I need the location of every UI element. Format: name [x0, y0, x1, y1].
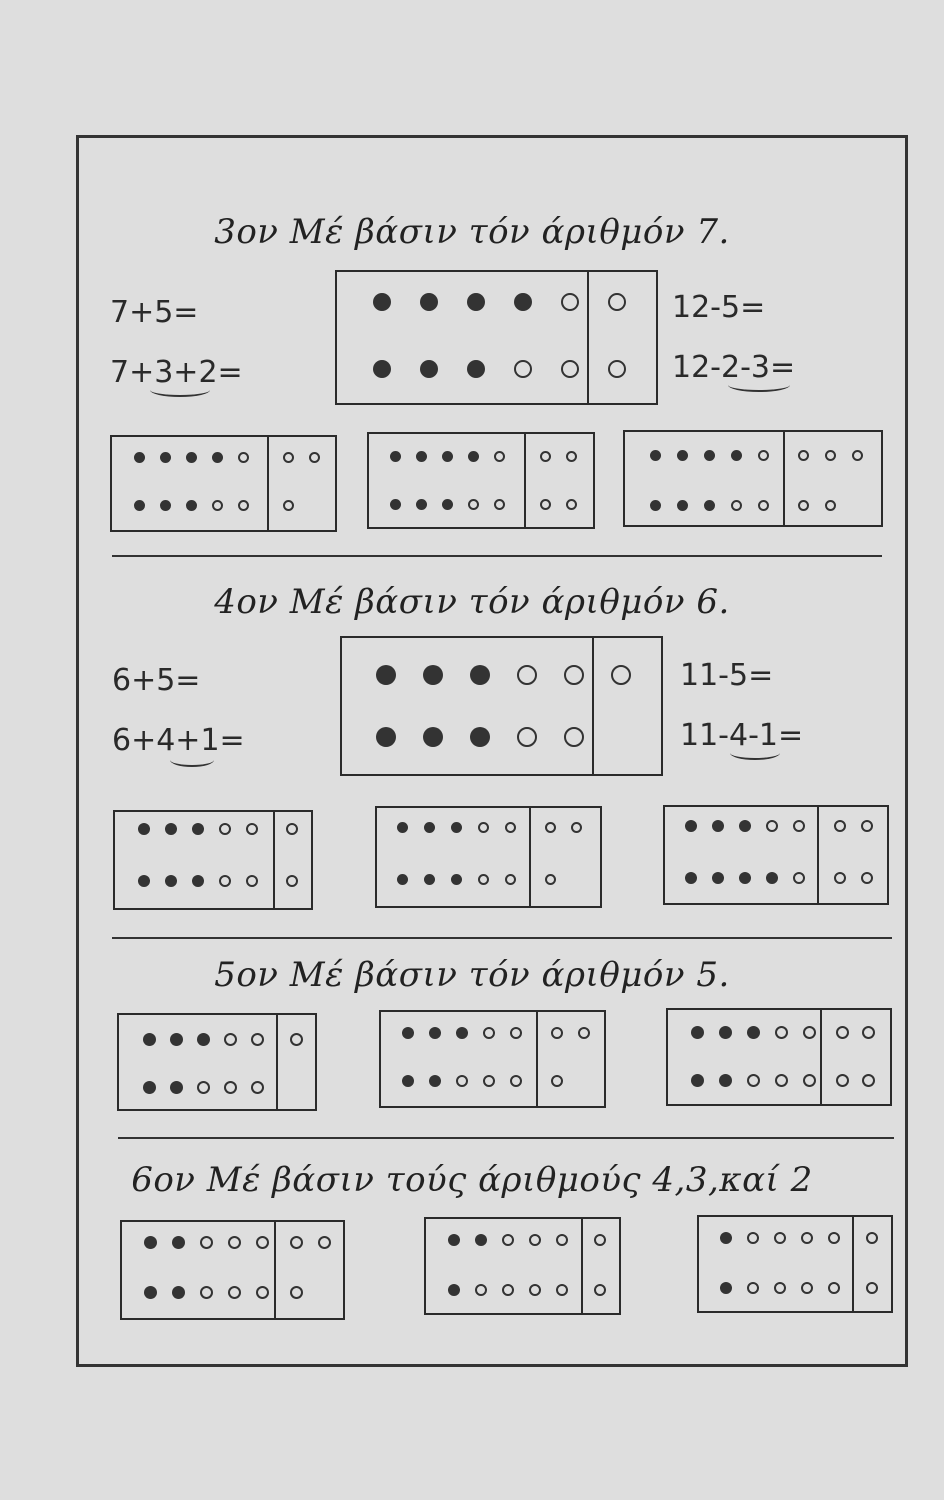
empty-dot [866, 1282, 878, 1294]
grouping-arc [730, 746, 780, 760]
empty-dot [801, 1232, 813, 1244]
grouping-arc [728, 378, 790, 392]
section-separator [112, 937, 892, 939]
empty-dot [803, 1026, 816, 1039]
equation-6-plus-5: 6+5= [112, 663, 201, 698]
card-divider [581, 1219, 583, 1313]
empty-dot [564, 665, 584, 685]
card-divider [587, 272, 589, 403]
empty-dot [228, 1286, 241, 1299]
empty-dot [747, 1074, 760, 1087]
empty-dot [200, 1286, 213, 1299]
filled-dot [197, 1033, 210, 1046]
empty-dot [483, 1027, 495, 1039]
empty-dot [286, 875, 298, 887]
filled-dot [138, 823, 150, 835]
section-heading-6: 4ον Μέ βάσιν τόν άριθμόν 6. [214, 582, 730, 622]
card-divider [267, 437, 269, 530]
filled-dot [691, 1026, 704, 1039]
empty-dot [801, 1282, 813, 1294]
card-divider [529, 808, 531, 906]
filled-dot [186, 500, 197, 511]
filled-dot [747, 1026, 760, 1039]
empty-dot [861, 820, 873, 832]
empty-dot [834, 820, 846, 832]
empty-dot [834, 872, 846, 884]
filled-dot [719, 1026, 732, 1039]
filled-dot [448, 1234, 460, 1246]
section-separator [112, 555, 882, 557]
filled-dot [720, 1282, 732, 1294]
empty-dot [494, 451, 505, 462]
filled-dot [712, 820, 724, 832]
card-divider [536, 1012, 538, 1106]
empty-dot [510, 1075, 522, 1087]
empty-dot [608, 293, 626, 311]
filled-dot [650, 500, 661, 511]
empty-dot [200, 1236, 213, 1249]
empty-dot [551, 1075, 563, 1087]
filled-dot [685, 872, 697, 884]
filled-dot [376, 727, 396, 747]
filled-dot [704, 500, 715, 511]
dot-card [379, 1010, 606, 1108]
dot-card [623, 430, 883, 527]
empty-dot [283, 500, 294, 511]
section-heading-5: 5ον Μέ βάσιν τόν άριθμόν 5. [214, 955, 730, 995]
empty-dot [866, 1232, 878, 1244]
filled-dot [704, 450, 715, 461]
dot-card [424, 1217, 621, 1315]
empty-dot [551, 1027, 563, 1039]
filled-dot [720, 1232, 732, 1244]
empty-dot [290, 1236, 303, 1249]
empty-dot [529, 1284, 541, 1296]
filled-dot [172, 1286, 185, 1299]
filled-dot [424, 822, 435, 833]
card-divider [274, 1222, 276, 1318]
card-divider [852, 1217, 854, 1311]
filled-dot [650, 450, 661, 461]
filled-dot [160, 500, 171, 511]
filled-dot [475, 1234, 487, 1246]
empty-dot [494, 499, 505, 510]
empty-dot [571, 822, 582, 833]
empty-dot [290, 1033, 303, 1046]
empty-dot [478, 874, 489, 885]
empty-dot [475, 1284, 487, 1296]
filled-dot [420, 360, 438, 378]
dot-card-main-6 [340, 636, 663, 776]
filled-dot [423, 665, 443, 685]
empty-dot [517, 665, 537, 685]
filled-dot [165, 875, 177, 887]
dot-card-main-7 [335, 270, 658, 405]
empty-dot [828, 1282, 840, 1294]
card-divider [273, 812, 275, 908]
empty-dot [286, 823, 298, 835]
empty-dot [594, 1284, 606, 1296]
empty-dot [798, 500, 809, 511]
filled-dot [470, 665, 490, 685]
empty-dot [251, 1033, 264, 1046]
empty-dot [774, 1232, 786, 1244]
card-divider [817, 807, 819, 903]
empty-dot [197, 1081, 210, 1094]
empty-dot [246, 875, 258, 887]
card-divider [524, 434, 526, 527]
dot-card [697, 1215, 893, 1313]
empty-dot [529, 1234, 541, 1246]
empty-dot [862, 1026, 875, 1039]
empty-dot [775, 1074, 788, 1087]
empty-dot [774, 1282, 786, 1294]
empty-dot [517, 727, 537, 747]
equation-7-plus-3-plus-2: 7+3+2= [110, 355, 243, 390]
filled-dot [416, 499, 427, 510]
empty-dot [256, 1236, 269, 1249]
filled-dot [691, 1074, 704, 1087]
empty-dot [219, 875, 231, 887]
empty-dot [556, 1284, 568, 1296]
empty-dot [545, 822, 556, 833]
empty-dot [852, 450, 863, 461]
filled-dot [144, 1286, 157, 1299]
card-divider [783, 432, 785, 525]
filled-dot [448, 1284, 460, 1296]
filled-dot [376, 665, 396, 685]
filled-dot [739, 872, 751, 884]
dot-card [110, 435, 337, 532]
empty-dot [540, 499, 551, 510]
filled-dot [397, 822, 408, 833]
empty-dot [238, 500, 249, 511]
empty-dot [564, 727, 584, 747]
filled-dot [134, 500, 145, 511]
filled-dot [731, 450, 742, 461]
empty-dot [775, 1026, 788, 1039]
card-divider [276, 1015, 278, 1109]
filled-dot [165, 823, 177, 835]
filled-dot [451, 874, 462, 885]
filled-dot [442, 451, 453, 462]
card-divider [592, 638, 594, 774]
empty-dot [246, 823, 258, 835]
filled-dot [172, 1236, 185, 1249]
empty-dot [803, 1074, 816, 1087]
empty-dot [556, 1234, 568, 1246]
filled-dot [143, 1033, 156, 1046]
empty-dot [228, 1236, 241, 1249]
filled-dot [134, 452, 145, 463]
equation-11-minus-5: 11-5= [680, 658, 774, 693]
empty-dot [505, 822, 516, 833]
empty-dot [510, 1027, 522, 1039]
filled-dot [429, 1027, 441, 1039]
empty-dot [514, 360, 532, 378]
section-heading-7: 3ον Μέ βάσιν τόν άριθμόν 7. [214, 212, 730, 252]
filled-dot [373, 293, 391, 311]
empty-dot [483, 1075, 495, 1087]
grouping-arc [150, 383, 210, 397]
empty-dot [309, 452, 320, 463]
filled-dot [186, 452, 197, 463]
filled-dot [373, 360, 391, 378]
filled-dot [192, 823, 204, 835]
filled-dot [402, 1027, 414, 1039]
empty-dot [836, 1074, 849, 1087]
equation-12-minus-5: 12-5= [672, 290, 766, 325]
filled-dot [416, 451, 427, 462]
card-divider [820, 1010, 822, 1104]
filled-dot [468, 451, 479, 462]
empty-dot [798, 450, 809, 461]
empty-dot [578, 1027, 590, 1039]
empty-dot [594, 1234, 606, 1246]
empty-dot [758, 450, 769, 461]
filled-dot [170, 1033, 183, 1046]
filled-dot [514, 293, 532, 311]
filled-dot [739, 820, 751, 832]
empty-dot [251, 1081, 264, 1094]
empty-dot [540, 451, 551, 462]
filled-dot [719, 1074, 732, 1087]
empty-dot [825, 500, 836, 511]
empty-dot [793, 820, 805, 832]
empty-dot [825, 450, 836, 461]
empty-dot [747, 1282, 759, 1294]
filled-dot [402, 1075, 414, 1087]
filled-dot [677, 450, 688, 461]
empty-dot [256, 1286, 269, 1299]
empty-dot [861, 872, 873, 884]
filled-dot [470, 727, 490, 747]
filled-dot [170, 1081, 183, 1094]
filled-dot [192, 875, 204, 887]
empty-dot [793, 872, 805, 884]
filled-dot [144, 1236, 157, 1249]
filled-dot [424, 874, 435, 885]
empty-dot [758, 500, 769, 511]
filled-dot [143, 1081, 156, 1094]
filled-dot [423, 727, 443, 747]
empty-dot [561, 360, 579, 378]
equation-11-minus-4-minus-1: 11-4-1= [680, 718, 804, 753]
dot-card [117, 1013, 317, 1111]
filled-dot [160, 452, 171, 463]
empty-dot [318, 1236, 331, 1249]
dot-card [367, 432, 595, 529]
dot-card [120, 1220, 345, 1320]
empty-dot [836, 1026, 849, 1039]
filled-dot [766, 872, 778, 884]
filled-dot [212, 452, 223, 463]
filled-dot [677, 500, 688, 511]
empty-dot [747, 1232, 759, 1244]
empty-dot [224, 1081, 237, 1094]
empty-dot [219, 823, 231, 835]
empty-dot [566, 499, 577, 510]
filled-dot [138, 875, 150, 887]
empty-dot [862, 1074, 875, 1087]
dot-card [375, 806, 602, 908]
filled-dot [467, 293, 485, 311]
empty-dot [283, 452, 294, 463]
filled-dot [397, 874, 408, 885]
filled-dot [685, 820, 697, 832]
empty-dot [545, 874, 556, 885]
dot-card [663, 805, 889, 905]
section-separator [118, 1137, 894, 1139]
empty-dot [828, 1232, 840, 1244]
filled-dot [456, 1027, 468, 1039]
equation-7-plus-5: 7+5= [110, 295, 199, 330]
filled-dot [390, 499, 401, 510]
filled-dot [712, 872, 724, 884]
empty-dot [566, 451, 577, 462]
filled-dot [467, 360, 485, 378]
empty-dot [212, 500, 223, 511]
filled-dot [420, 293, 438, 311]
empty-dot [238, 452, 249, 463]
empty-dot [468, 499, 479, 510]
filled-dot [451, 822, 462, 833]
grouping-arc [170, 753, 214, 767]
equation-6-plus-4-plus-1: 6+4+1= [112, 723, 245, 758]
empty-dot [502, 1284, 514, 1296]
section-heading-4-3-2: 6ον Μέ βάσιν τούς άριθμούς 4,3,καί 2 [131, 1160, 813, 1200]
empty-dot [611, 665, 631, 685]
empty-dot [290, 1286, 303, 1299]
empty-dot [502, 1234, 514, 1246]
dot-card [666, 1008, 892, 1106]
filled-dot [442, 499, 453, 510]
empty-dot [561, 293, 579, 311]
empty-dot [224, 1033, 237, 1046]
equation-12-minus-2-minus-3: 12-2-3= [672, 350, 796, 385]
empty-dot [766, 820, 778, 832]
filled-dot [390, 451, 401, 462]
empty-dot [478, 822, 489, 833]
empty-dot [456, 1075, 468, 1087]
empty-dot [608, 360, 626, 378]
filled-dot [429, 1075, 441, 1087]
empty-dot [505, 874, 516, 885]
empty-dot [731, 500, 742, 511]
